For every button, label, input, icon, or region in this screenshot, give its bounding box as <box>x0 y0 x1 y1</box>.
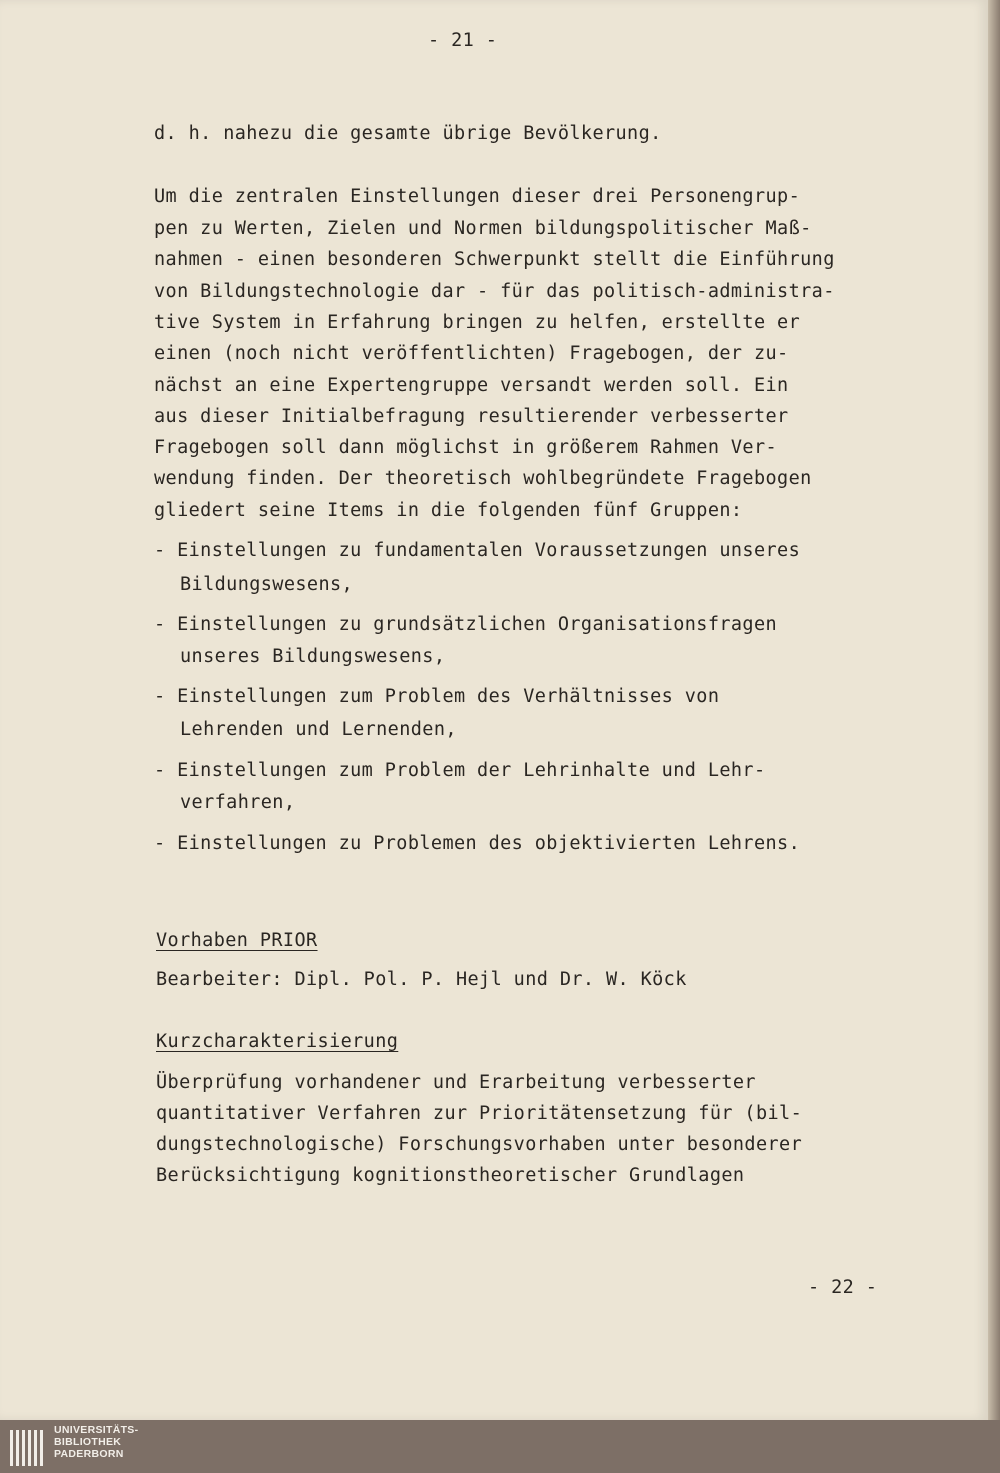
editors-line: Bearbeiter: Dipl. Pol. P. Hejl und Dr. W. Köck <box>156 969 687 990</box>
body-line: nahmen - einen besonderen Schwerpunkt stellt die Einführung <box>154 249 835 270</box>
header-page-number: - 21 - <box>428 30 498 51</box>
library-logo-text <box>54 1424 138 1460</box>
logo-line: UNIVERSITÄTS- <box>54 1424 139 1436</box>
list-item-line: unseres Bildungswesens, <box>180 646 446 667</box>
body-line: d. h. nahezu die gesamte übrige Bevölkerung. <box>154 123 662 144</box>
scan-footer <box>0 1420 1000 1473</box>
summary-line: quantitativer Verfahren zur Prioritätensetzung für (bil- <box>156 1103 803 1124</box>
list-item-line: Lehrenden und Lernenden, <box>180 719 457 740</box>
body-line: einen (noch nicht veröffentlichten) Fragebogen, der zu- <box>154 343 789 364</box>
list-item-line: - Einstellungen zum Problem der Lehrinhalte und Lehr- <box>154 760 766 781</box>
section-heading: Vorhaben PRIOR <box>156 930 318 951</box>
list-item-line: - Einstellungen zu fundamentalen Voraussetzungen unseres <box>154 540 801 561</box>
logo-line: PADERBORN <box>54 1448 124 1460</box>
summary-line: Überprüfung vorhandener und Erarbeitung verbesserter <box>156 1072 756 1093</box>
page-edge <box>988 0 1000 1420</box>
library-logo-icon <box>8 1426 48 1470</box>
logo-line: BIBLIOTHEK <box>54 1436 122 1448</box>
body-line: gliedert seine Items in die folgenden fünf Gruppen: <box>154 500 743 521</box>
list-item-line: - Einstellungen zum Problem des Verhältnisses von <box>154 686 720 707</box>
body-line: von Bildungstechnologie dar - für das politisch-administra- <box>154 281 835 302</box>
summary-line: dungstechnologische) Forschungsvorhaben unter besonderer <box>156 1134 803 1155</box>
summary-line: Berücksichtigung kognitionstheoretischer Grundlagen <box>156 1165 745 1186</box>
body-line: Fragebogen soll dann möglichst in größerem Rahmen Ver- <box>154 437 778 458</box>
list-item-line: - Einstellungen zu Problemen des objektivierten Lehrens. <box>154 833 801 854</box>
footer-page-number: - 22 - <box>808 1277 878 1298</box>
subheading: Kurzcharakterisierung <box>156 1031 399 1052</box>
body-line: Um die zentralen Einstellungen dieser drei Personengrup- <box>154 186 801 207</box>
list-item-line: Bildungswesens, <box>180 574 354 595</box>
body-line: pen zu Werten, Zielen und Normen bildungspolitischer Maß- <box>154 218 812 239</box>
list-item-line: - Einstellungen zu grundsätzlichen Organisationsfragen <box>154 614 778 635</box>
body-line: aus dieser Initialbefragung resultierender verbesserter <box>154 406 789 427</box>
list-item-line: verfahren, <box>180 792 296 813</box>
body-line: nächst an eine Expertengruppe versandt werden soll. Ein <box>154 375 789 396</box>
body-line: tive System in Erfahrung bringen zu helfen, erstellte er <box>154 312 801 333</box>
body-line: wendung finden. Der theoretisch wohlbegründete Fragebogen <box>154 468 812 489</box>
